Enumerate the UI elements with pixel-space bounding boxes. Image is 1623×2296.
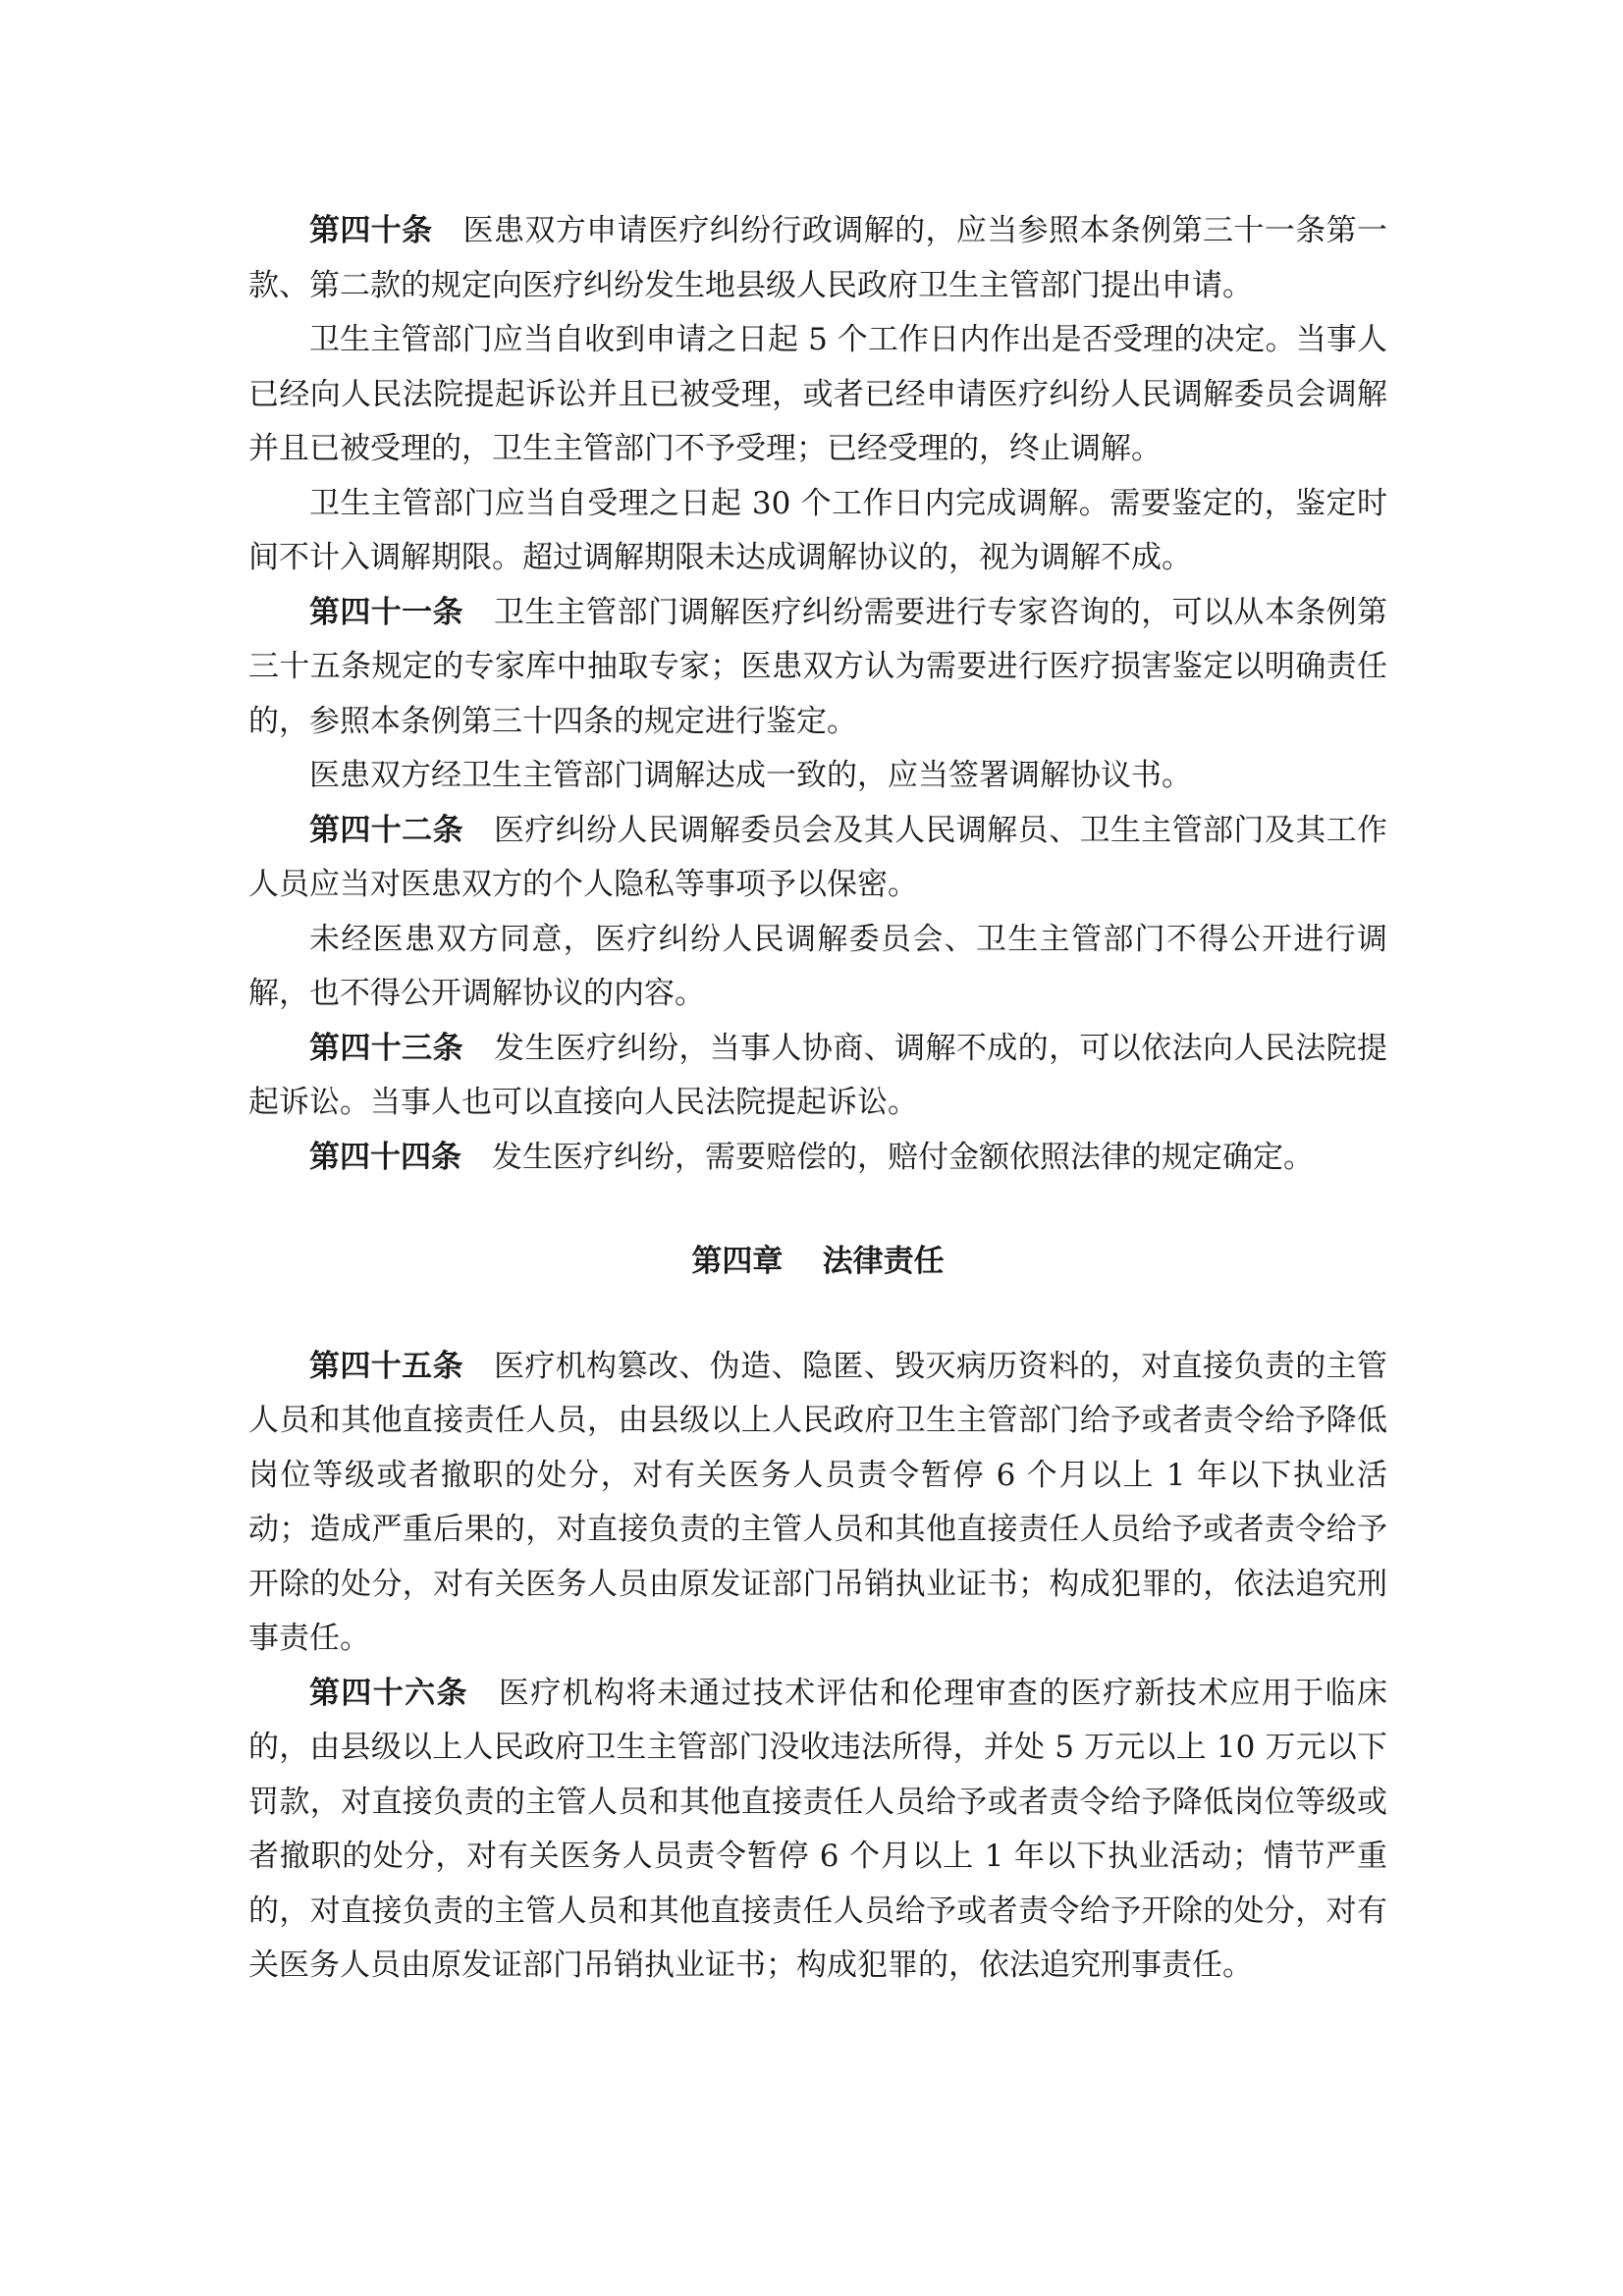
article-label: 第四十六条 <box>309 1675 468 1711</box>
article-text: 医患双方申请医疗纠纷行政调解的，应当参照本条例第三十一条第一款、第二款的规定向医疗纠纷发生地县级人民政府卫生主管部门提出申请。 <box>248 213 1387 303</box>
article-41-paragraph-2: 医患双方经卫生主管部门调解达成一致的，应当签署调解协议书。 <box>309 758 1192 793</box>
chapter-heading <box>248 1235 1387 1290</box>
article-40-paragraph-2: 卫生主管部门应当自收到申请之日起 5 个工作日内作出是否受理的决定。当事人已经向人民法院提起诉讼并且已被受理，或者已经申请医疗纠纷人民调解委员会调解并且已被受理的，卫生主管部门不予受理；已经受理的，终止调解。 <box>248 322 1387 466</box>
document-page <box>248 204 1387 1994</box>
article-text: 发生医疗纠纷，需要赔偿的，赔付金额依照法律的规定确定。 <box>492 1139 1314 1175</box>
article-label: 第四十一条 <box>309 594 463 630</box>
article-44 <box>248 1131 1387 1186</box>
article-text: 医疗机构篡改、伪造、隐匿、毁灭病历资料的，对直接负责的主管人员和其他直接责任人员，由县级以上人民政府卫生主管部门给予或者责令给予降低岗位等级或者撤职的处分，对有关医务人员责令暂停 6 个月以上 1 年以下执业活动；造成严重后果的，对直接负责的主管人员和其他直接责任人员给予或者责令给予开除的处分，对有关医务人员由原发证部门吊销执业证书；构成犯罪的，依法追究刑事责任。 <box>248 1348 1388 1656</box>
article-label: 第四十二条 <box>309 812 463 848</box>
article-label: 第四十五条 <box>309 1348 463 1384</box>
article-label: 第四十条 <box>309 213 433 248</box>
article-42-paragraph-2: 未经医患双方同意，医疗纠纷人民调解委员会、卫生主管部门不得公开进行调解，也不得公开调解协议的内容。 <box>248 921 1387 1011</box>
article-40 <box>248 204 1387 313</box>
article-42 <box>248 804 1387 913</box>
article-label: 第四十三条 <box>309 1030 463 1066</box>
article-text: 发生医疗纠纷，当事人协商、调解不成的，可以依法向人民法院提起诉讼。当事人也可以直接向人民法院提起诉讼。 <box>248 1030 1388 1120</box>
article-45 <box>248 1340 1387 1667</box>
article-43 <box>248 1022 1387 1131</box>
chapter-number: 第四章 <box>691 1244 784 1279</box>
article-46 <box>248 1667 1387 1994</box>
article-41 <box>248 586 1387 750</box>
article-text: 医疗机构将未通过技术评估和伦理审查的医疗新技术应用于临床的，由县级以上人民政府卫生主管部门没收违法所得，并处 5 万元以上 10 万元以下罚款，对直接负责的主管人员和其他直接责任人员给予或者责令给予降低岗位等级或者撤职的处分，对有关医务人员责令暂停 6 个月以上 1 年以下执业活动；情节严重的，对直接负责的主管人员和其他直接责任人员给予或者责令给予开除的处分，对有关医务人员由原发证部门吊销执业证书；构成犯罪的，依法追究刑事责任。 <box>248 1675 1387 1983</box>
article-text: 医疗纠纷人民调解委员会及其人民调解员、卫生主管部门及其工作人员应当对医患双方的个人隐私等事项予以保密。 <box>248 812 1388 902</box>
chapter-title: 法律责任 <box>822 1244 945 1279</box>
article-label: 第四十四条 <box>309 1139 461 1175</box>
article-40-paragraph-3: 卫生主管部门应当自受理之日起 30 个工作日内完成调解。需要鉴定的，鉴定时间不计入调解期限。超过调解期限未达成调解协议的，视为调解不成。 <box>248 485 1387 575</box>
article-text: 卫生主管部门调解医疗纠纷需要进行专家咨询的，可以从本条例第三十五条规定的专家库中抽取专家；医患双方认为需要进行医疗损害鉴定以明确责任的，参照本条例第三十四条的规定进行鉴定。 <box>248 594 1388 739</box>
